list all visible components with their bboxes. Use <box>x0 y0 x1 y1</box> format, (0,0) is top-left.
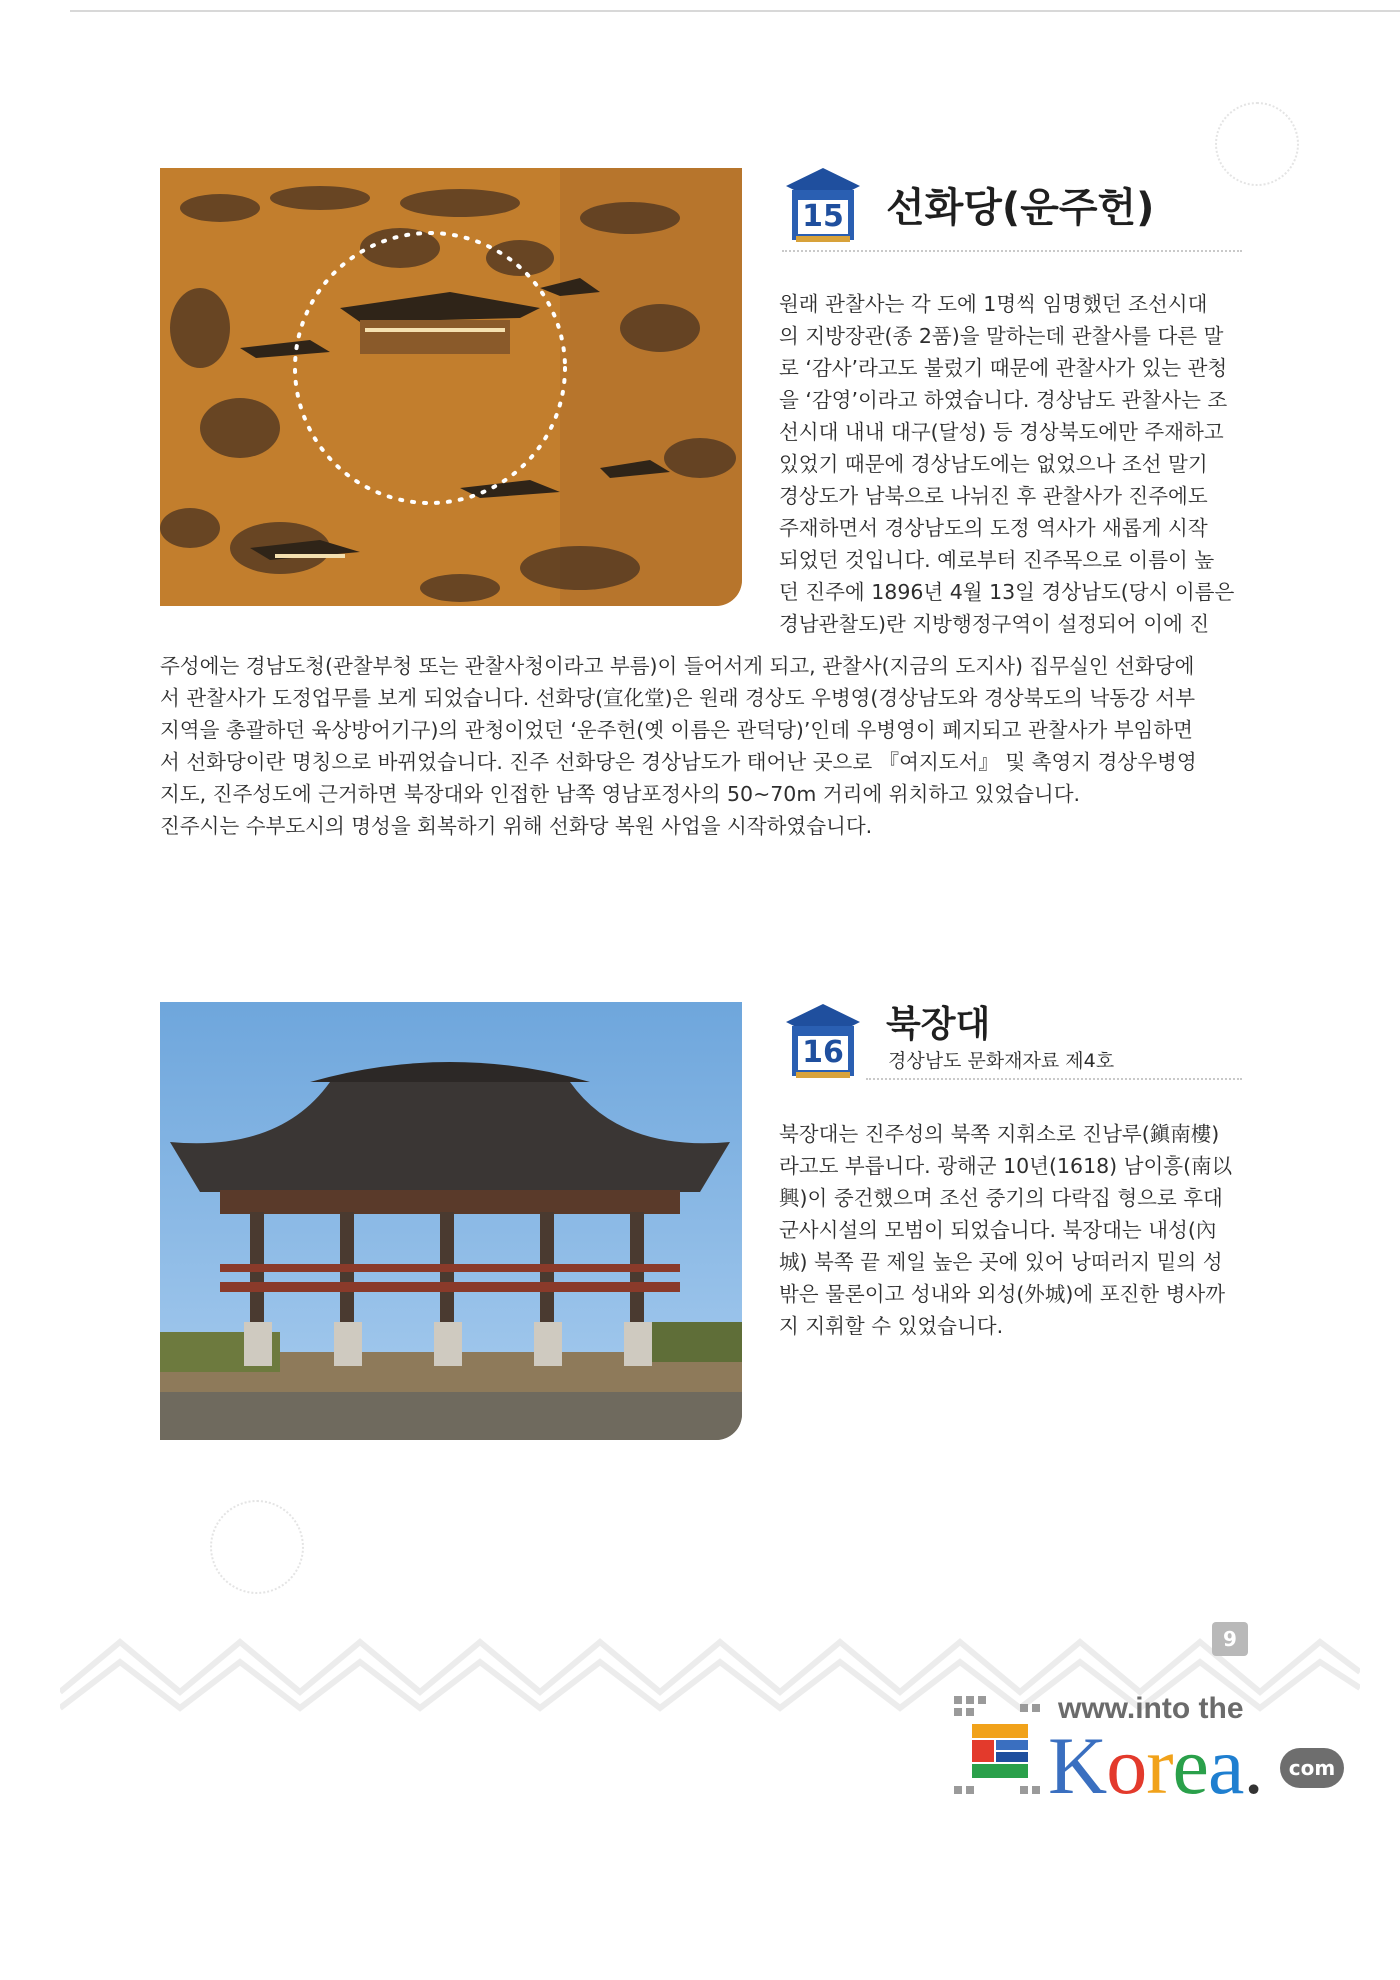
decorative-rosette <box>210 1500 304 1594</box>
bukjangdae-photo <box>160 1002 742 1440</box>
text-line: 군사시설의 모범이 되었습니다. 북장대는 내성(內 <box>779 1218 1217 1242</box>
text-line: 주재하면서 경상남도의 도정 역사가 새롭게 시작 <box>779 516 1208 540</box>
logo-letter: r <box>1146 1720 1173 1811</box>
section-title: 북장대 <box>886 1004 991 1045</box>
logo-wordmark <box>1048 1720 1263 1812</box>
section-16-number-badge <box>782 1000 864 1082</box>
text-line: 서 관찰사가 도정업무를 보게 되었습니다. 선화당(宣化堂)은 원래 경상도 우병영(경상남도와 경상북도의 낙동강 서부 <box>160 686 1196 710</box>
text-line: 경상도가 남북으로 나뉘진 후 관찰사가 진주에도 <box>779 484 1208 508</box>
text-line: 서 선화당이란 명칭으로 바뀌었습니다. 진주 선화당은 경상남도가 태어난 곳으로 『여지도서』 및 촉영지 경상우병영 <box>160 750 1197 774</box>
logo-letter: . <box>1243 1720 1263 1811</box>
page-number: 9 <box>1212 1622 1248 1656</box>
section-15-paragraph-full <box>160 650 1250 842</box>
text-line: 진주시는 수부도시의 명성을 회복하기 위해 선화당 복원 사업을 시작하였습니다. <box>160 814 873 838</box>
logo-letter: o <box>1106 1720 1147 1811</box>
logo-letter: e <box>1172 1720 1208 1811</box>
text-line: 의 지방장관(종 2품)을 말하는데 관찰사를 다른 말 <box>779 324 1224 348</box>
text-line: 지 지휘할 수 있었습니다. <box>779 1314 1004 1338</box>
section-16-paragraph <box>779 1118 1249 1342</box>
logo-letter: K <box>1048 1720 1107 1811</box>
old-painting-illustration <box>160 168 742 606</box>
title-divider <box>866 1078 1242 1080</box>
section-15-paragraph-side <box>779 288 1249 640</box>
seonhwadang-painting-image <box>160 168 742 606</box>
text-line: 원래 관찰사는 각 도에 1명씩 임명했던 조선시대 <box>779 292 1208 316</box>
top-divider <box>70 10 1400 12</box>
text-line: 로 ‘감사’라고도 불렀기 때문에 관찰사가 있는 관청 <box>779 356 1228 380</box>
text-line: 을 ‘감영’이라고 하였습니다. 경상남도 관찰사는 조 <box>779 388 1228 412</box>
title-divider <box>782 250 1242 252</box>
decorative-rosette <box>1215 102 1299 186</box>
logo-com-badge: com <box>1280 1748 1344 1788</box>
text-line: 던 진주에 1896년 4월 13일 경상남도(당시 이름은 <box>779 580 1235 604</box>
pavilion-illustration <box>160 1002 742 1440</box>
section-number: 16 <box>798 1036 848 1070</box>
pixel-grid-logo-icon <box>950 1690 1050 1800</box>
into-the-korea-logo <box>950 1690 1340 1820</box>
text-line: 라고도 부릅니다. 광해군 10년(1618) 남이흥(南以 <box>779 1154 1233 1178</box>
logo-letter: a <box>1207 1720 1244 1811</box>
text-line: 밖은 물론이고 성내와 외성(外城)에 포진한 병사까 <box>779 1282 1226 1306</box>
text-line: 興)이 중건했으며 조선 중기의 다락집 형으로 후대 <box>779 1186 1223 1210</box>
text-line: 경남관찰도)란 지방행정구역이 설정되어 이에 진 <box>779 612 1210 636</box>
section-15-number-badge <box>782 164 864 246</box>
text-line: 북장대는 진주성의 북쪽 지휘소로 진남루(鎭南樓) <box>779 1122 1220 1146</box>
text-line: 되었던 것입니다. 예로부터 진주목으로 이름이 높 <box>779 548 1215 572</box>
text-line: 城) 북쪽 끝 제일 높은 곳에 있어 낭떠러지 밑의 성 <box>779 1250 1223 1274</box>
section-subtitle: 경상남도 문화재자료 제4호 <box>888 1050 1115 1072</box>
text-line: 있었기 때문에 경상남도에는 없었으나 조선 말기 <box>779 452 1208 476</box>
text-line: 지역을 총괄하던 육상방어기구)의 관청이었던 ‘운주헌(옛 이름은 관덕당)’인데 우병영이 폐지되고 관찰사가 부임하면 <box>160 718 1193 742</box>
section-number: 15 <box>798 200 848 234</box>
logo-small-text: www.into the <box>1058 1692 1244 1725</box>
text-line: 주성에는 경남도청(관찰부청 또는 관찰사청이라고 부름)이 들어서게 되고, 관찰사(지금의 도지사) 집무실인 선화당에 <box>160 654 1195 678</box>
section-title: 선화당(운주헌) <box>886 185 1155 231</box>
text-line: 선시대 내내 대구(달성) 등 경상북도에만 주재하고 <box>779 420 1224 444</box>
text-line: 지도, 진주성도에 근거하면 북장대와 인접한 남쪽 영남포정사의 50~70m 거리에 위치하고 있었습니다. <box>160 782 1081 806</box>
